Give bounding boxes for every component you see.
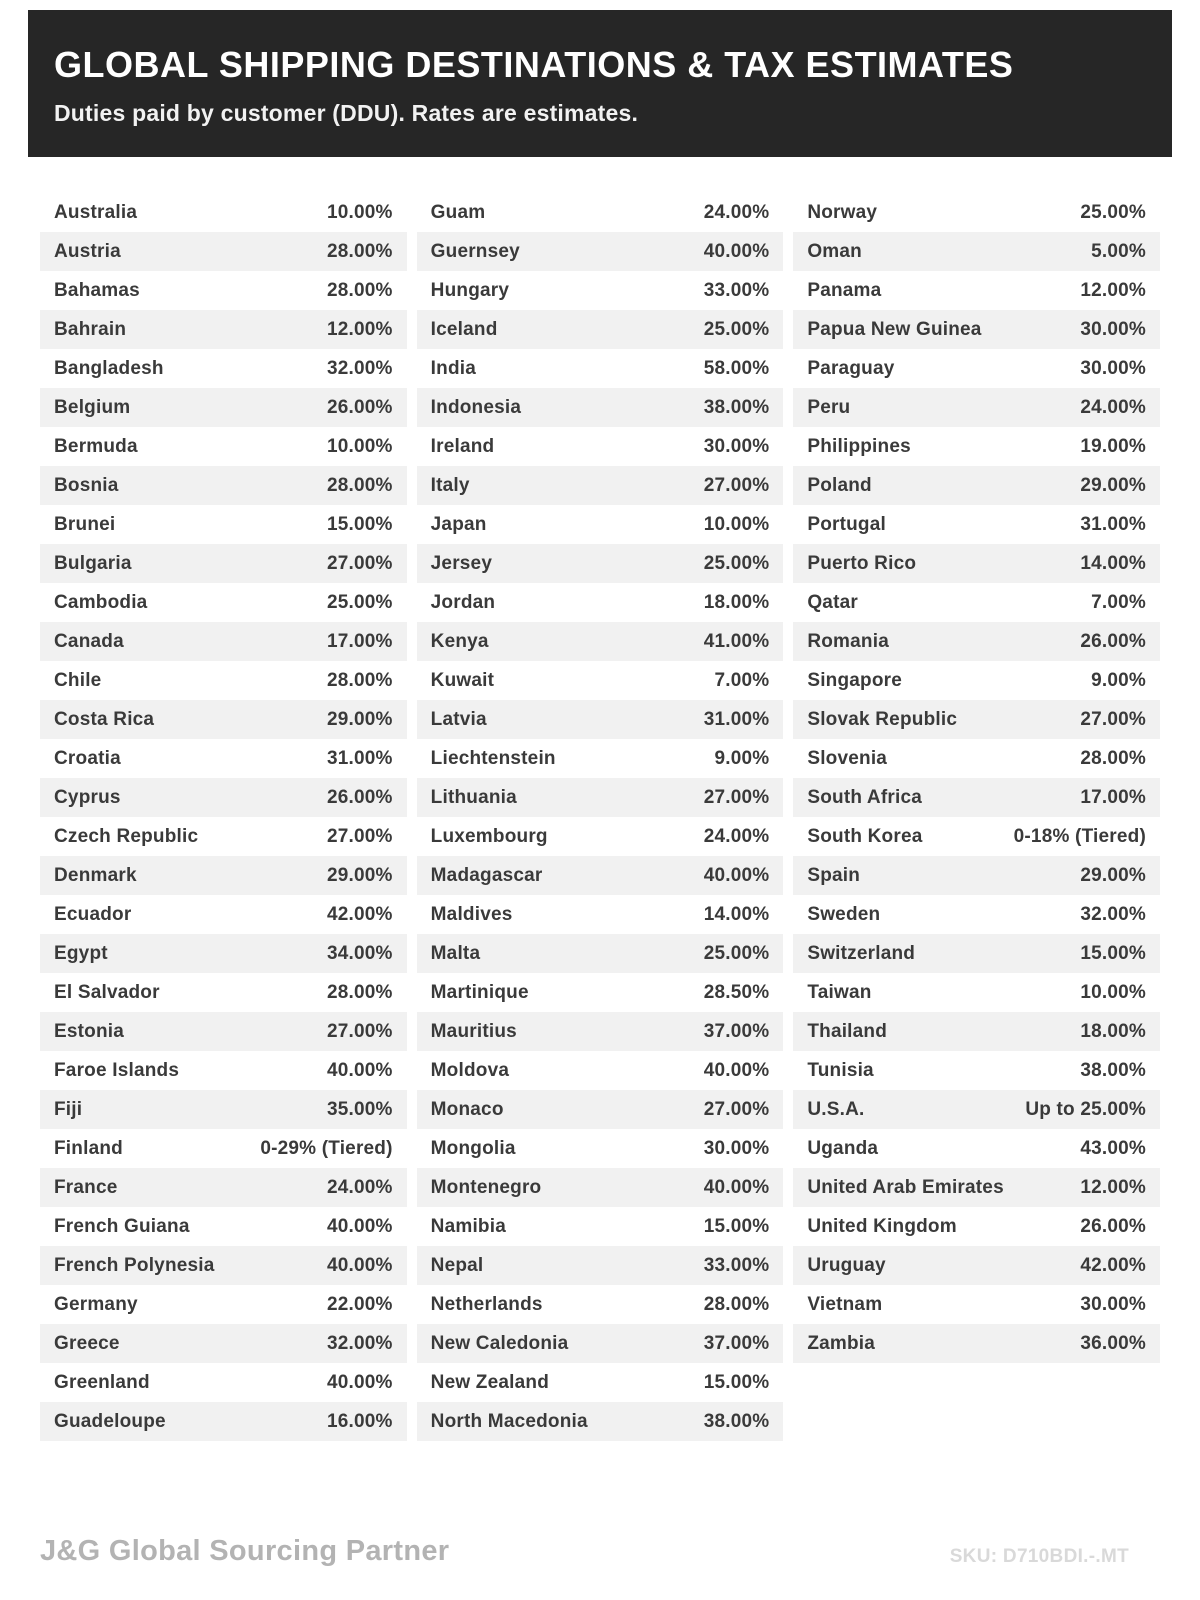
table-row [40,466,407,505]
table-row [417,856,784,895]
country-label: Oman [807,240,862,262]
country-label: Uruguay [807,1254,886,1276]
country-label: Paraguay [807,357,895,379]
rate-value: 28.00% [327,474,393,496]
rate-value: 28.00% [327,279,393,301]
country-label: French Guiana [54,1215,190,1237]
table-row [793,973,1160,1012]
table-row [793,427,1160,466]
rate-value: 40.00% [703,1059,770,1081]
rate-value: 16.00% [327,1410,393,1432]
country-label: Maldives [430,903,513,925]
rate-value: 27.00% [703,1098,770,1120]
country-label: Zambia [807,1332,876,1354]
country-label: Estonia [54,1020,125,1042]
rate-value: 12.00% [1080,1176,1146,1198]
country-label: Nepal [430,1254,484,1276]
table-row [40,1246,407,1285]
rate-value: 10.00% [703,513,770,535]
rate-value: 15.00% [1080,942,1146,964]
country-label: Finland [54,1137,123,1159]
rate-value: 15.00% [327,513,393,535]
country-label: Ireland [430,435,495,457]
table-row [793,505,1160,544]
rate-value: 12.00% [1080,279,1146,301]
table-row [793,817,1160,856]
table-row [417,1168,784,1207]
rate-value: 40.00% [703,240,770,262]
rate-value: 25.00% [1080,201,1146,223]
table-row [417,1363,784,1402]
country-label: Bahrain [54,318,127,340]
country-label: Montenegro [430,1176,542,1198]
table-row [793,1129,1160,1168]
table-row [793,232,1160,271]
table-row [40,895,407,934]
table-row [417,271,784,310]
table-row [417,1246,784,1285]
table-row [40,856,407,895]
table-row [417,232,784,271]
country-label: Fiji [54,1098,83,1120]
table-row [40,973,407,1012]
table-row [793,1012,1160,1051]
rate-value: 28.00% [327,981,393,1003]
country-label: United Kingdom [807,1215,957,1237]
table-row [793,544,1160,583]
country-label: Uganda [807,1137,879,1159]
page [0,10,1200,1600]
table-row [40,1090,407,1129]
table-row [417,193,784,232]
rate-value: 14.00% [1080,552,1146,574]
country-label: South Korea [807,825,923,847]
rate-value: 22.00% [327,1293,393,1315]
country-label: Vietnam [807,1293,883,1315]
country-label: U.S.A. [807,1098,865,1120]
rate-value: 40.00% [327,1254,393,1276]
rate-value: 28.00% [1080,747,1146,769]
country-label: Malta [430,942,481,964]
table-row [417,622,784,661]
rate-value: 24.00% [703,825,770,847]
table-row [793,271,1160,310]
rate-value: 26.00% [1080,1215,1146,1237]
country-label: Taiwan [807,981,872,1003]
rate-value: 25.00% [703,942,770,964]
rate-value: 0-18% (Tiered) [1013,825,1146,847]
country-label: Netherlands [430,1293,543,1315]
table-row [417,1285,784,1324]
table-row [417,388,784,427]
table-row [417,1207,784,1246]
rate-value: 34.00% [327,942,393,964]
table-row [793,934,1160,973]
table-row [417,1402,784,1441]
country-label: Greece [54,1332,120,1354]
country-label: Jordan [430,591,496,613]
table-row [793,1246,1160,1285]
rate-value: 14.00% [703,903,770,925]
country-label: Guam [430,201,486,223]
country-label: Guadeloupe [54,1410,166,1432]
table-row [40,1207,407,1246]
rate-value: 40.00% [703,864,770,886]
country-label: Mauritius [430,1020,517,1042]
rate-value: 27.00% [1080,708,1146,730]
country-label: Philippines [807,435,911,457]
country-label: Jersey [430,552,493,574]
country-label: Cyprus [54,786,121,808]
table-row [40,1324,407,1363]
table-row [40,310,407,349]
rate-value: 10.00% [327,201,393,223]
rate-value: 28.50% [703,981,770,1003]
country-label: Mongolia [430,1137,516,1159]
country-label: Switzerland [807,942,916,964]
rate-value: 58.00% [703,357,770,379]
rate-value: 24.00% [327,1176,393,1198]
page-header [28,10,1172,157]
rate-value: 40.00% [327,1059,393,1081]
table-row [793,739,1160,778]
table-row [40,661,407,700]
rate-value: 9.00% [1091,669,1146,691]
country-label: Cambodia [54,591,148,613]
country-label: French Polynesia [54,1254,215,1276]
rate-value: 30.00% [1080,318,1146,340]
table-row [40,700,407,739]
rate-value: 27.00% [703,474,770,496]
table-row [417,895,784,934]
rate-value: 26.00% [327,786,393,808]
table-row [793,700,1160,739]
rate-value: 27.00% [327,825,393,847]
table-row [40,778,407,817]
table-row [793,1207,1160,1246]
table-row [417,934,784,973]
table-row [417,544,784,583]
table-row [793,622,1160,661]
table-row [40,544,407,583]
rate-value: 29.00% [1080,474,1146,496]
table-row [40,1051,407,1090]
rate-value: 38.00% [1080,1059,1146,1081]
rate-value: 18.00% [1080,1020,1146,1042]
rate-value: 37.00% [703,1020,770,1042]
rate-value: 32.00% [327,1332,393,1354]
rates-column-3 [793,193,1160,1363]
country-label: Iceland [430,318,498,340]
table-row [40,1168,407,1207]
rate-value: 32.00% [327,357,393,379]
rate-value: 18.00% [703,591,770,613]
country-label: Greenland [54,1371,150,1393]
rate-value: 17.00% [1080,786,1146,808]
table-row [40,427,407,466]
country-label: Costa Rica [54,708,155,730]
country-label: Chile [54,669,102,691]
country-label: Germany [54,1293,138,1315]
country-label: New Caledonia [430,1332,569,1354]
table-row [40,193,407,232]
country-label: Canada [54,630,124,652]
rate-value: 27.00% [703,786,770,808]
table-row [793,310,1160,349]
rate-value: 19.00% [1080,435,1146,457]
table-row [793,349,1160,388]
country-label: Bosnia [54,474,119,496]
table-row [417,1129,784,1168]
country-label: Indonesia [430,396,522,418]
country-label: Puerto Rico [807,552,917,574]
rate-value: 25.00% [703,318,770,340]
table-row [417,661,784,700]
table-row [417,739,784,778]
page-footer [40,1535,1129,1568]
rate-value: 35.00% [327,1098,393,1120]
table-row [417,700,784,739]
rate-value: 40.00% [327,1215,393,1237]
table-row [417,1051,784,1090]
country-label: Martinique [430,981,529,1003]
rate-value: 37.00% [703,1332,770,1354]
table-row [417,778,784,817]
country-label: New Zealand [430,1371,549,1393]
country-label: El Salvador [54,981,160,1003]
country-label: Luxembourg [430,825,548,847]
rate-value: 5.00% [1091,240,1146,262]
table-row [793,388,1160,427]
country-label: Japan [430,513,487,535]
page-title: GLOBAL SHIPPING DESTINATIONS & TAX ESTIMATES [54,44,1014,85]
country-label: Egypt [54,942,108,964]
brand-name: J&G Global Sourcing Partner [40,1535,450,1567]
country-label: Bangladesh [54,357,164,379]
rate-value: 0-29% (Tiered) [260,1137,393,1159]
country-label: Czech Republic [54,825,199,847]
table-row [417,817,784,856]
rate-value: 7.00% [714,669,770,691]
country-label: Singapore [807,669,903,691]
table-row [40,349,407,388]
rate-value: 41.00% [703,630,770,652]
rate-value: 7.00% [1091,591,1146,613]
country-label: Panama [807,279,882,301]
rate-value: 29.00% [1080,864,1146,886]
country-label: Liechtenstein [430,747,556,769]
rate-value: 31.00% [327,747,393,769]
country-label: North Macedonia [430,1410,588,1432]
country-label: Slovak Republic [807,708,958,730]
table-row [417,1324,784,1363]
sku-label: SKU: D710BDI.-.MT [949,1546,1129,1567]
rate-value: 28.00% [327,240,393,262]
table-row [40,1402,407,1441]
rate-value: 24.00% [703,201,770,223]
country-label: Denmark [54,864,137,886]
rate-value: 40.00% [327,1371,393,1393]
rate-value: 29.00% [327,864,393,886]
rate-value: 15.00% [703,1215,770,1237]
country-label: Poland [807,474,872,496]
table-row [793,1324,1160,1363]
table-row [417,973,784,1012]
table-row [793,778,1160,817]
country-label: Guernsey [430,240,520,262]
table-row [40,1129,407,1168]
table-row [40,271,407,310]
table-row [40,505,407,544]
table-row [793,193,1160,232]
country-label: Peru [807,396,851,418]
rate-value: 10.00% [1080,981,1146,1003]
country-label: Bermuda [54,435,138,457]
rate-value: 31.00% [703,708,770,730]
country-label: France [54,1176,118,1198]
table-row [793,856,1160,895]
rate-value: 43.00% [1080,1137,1146,1159]
rate-value: 9.00% [714,747,770,769]
country-label: Italy [430,474,470,496]
rate-value: 40.00% [703,1176,770,1198]
table-row [40,622,407,661]
rate-value: 25.00% [703,552,770,574]
country-label: Bulgaria [54,552,132,574]
country-label: Lithuania [430,786,517,808]
country-label: Tunisia [807,1059,874,1081]
rate-value: 30.00% [1080,357,1146,379]
table-row [417,466,784,505]
table-row [40,739,407,778]
rate-value: 12.00% [327,318,393,340]
country-label: Austria [54,240,121,262]
table-row [417,1012,784,1051]
table-row [40,232,407,271]
country-label: Australia [54,201,138,223]
table-row [793,466,1160,505]
country-label: South Africa [807,786,922,808]
country-label: Croatia [54,747,121,769]
table-row [793,661,1160,700]
table-row [417,427,784,466]
table-row [793,1090,1160,1129]
table-row [417,349,784,388]
rate-value: 27.00% [327,1020,393,1042]
table-row [40,817,407,856]
country-label: Latvia [430,708,487,730]
rate-value: 32.00% [1080,903,1146,925]
country-label: Spain [807,864,861,886]
table-row [40,1363,407,1402]
country-label: Papua New Guinea [807,318,982,340]
country-label: Madagascar [430,864,543,886]
table-row [417,1090,784,1129]
country-label: Sweden [807,903,881,925]
rate-value: 27.00% [327,552,393,574]
rate-value: 38.00% [703,1410,770,1432]
rate-value: 29.00% [327,708,393,730]
rate-value: 26.00% [1080,630,1146,652]
rate-value: 25.00% [327,591,393,613]
rate-value: 28.00% [327,669,393,691]
rate-value: 30.00% [703,435,770,457]
rate-value: 33.00% [703,279,770,301]
rate-value: 38.00% [703,396,770,418]
table-row [40,1285,407,1324]
rate-value: 28.00% [703,1293,770,1315]
country-label: India [430,357,476,379]
rate-value: 17.00% [327,630,393,652]
rate-value: 42.00% [1080,1254,1146,1276]
rates-column-2 [417,193,784,1441]
country-label: Brunei [54,513,116,535]
country-label: Hungary [430,279,510,301]
country-label: Qatar [807,591,858,613]
country-label: Belgium [54,396,131,418]
country-label: Namibia [430,1215,506,1237]
rate-value: 31.00% [1080,513,1146,535]
table-row [40,583,407,622]
table-row [417,310,784,349]
country-label: Norway [807,201,878,223]
table-row [793,895,1160,934]
country-label: United Arab Emirates [807,1176,1004,1198]
country-label: Portugal [807,513,886,535]
country-label: Faroe Islands [54,1059,180,1081]
rate-value: 26.00% [327,396,393,418]
rate-value: 30.00% [703,1137,770,1159]
country-label: Ecuador [54,903,132,925]
table-row [417,505,784,544]
country-label: Romania [807,630,889,652]
rate-value: 10.00% [327,435,393,457]
rate-value: 33.00% [703,1254,770,1276]
rate-value: 24.00% [1080,396,1146,418]
country-label: Thailand [807,1020,888,1042]
table-row [793,1051,1160,1090]
country-label: Kuwait [430,669,495,691]
page-subtitle: Duties paid by customer (DDU). Rates are estimates. [54,100,639,126]
country-label: Moldova [430,1059,510,1081]
table-row [793,1168,1160,1207]
country-label: Slovenia [807,747,888,769]
rate-value: 15.00% [703,1371,770,1393]
country-label: Monaco [430,1098,504,1120]
rates-table [40,193,1160,1441]
rate-value: 42.00% [327,903,393,925]
country-label: Kenya [430,630,489,652]
table-row [40,934,407,973]
table-row [40,388,407,427]
rates-column-1 [40,193,407,1441]
rate-value: Up to 25.00% [1025,1098,1146,1120]
table-row [40,1012,407,1051]
table-row [793,1285,1160,1324]
table-row [417,583,784,622]
rate-value: 36.00% [1080,1332,1146,1354]
country-label: Bahamas [54,279,140,301]
rate-value: 30.00% [1080,1293,1146,1315]
table-row [793,583,1160,622]
